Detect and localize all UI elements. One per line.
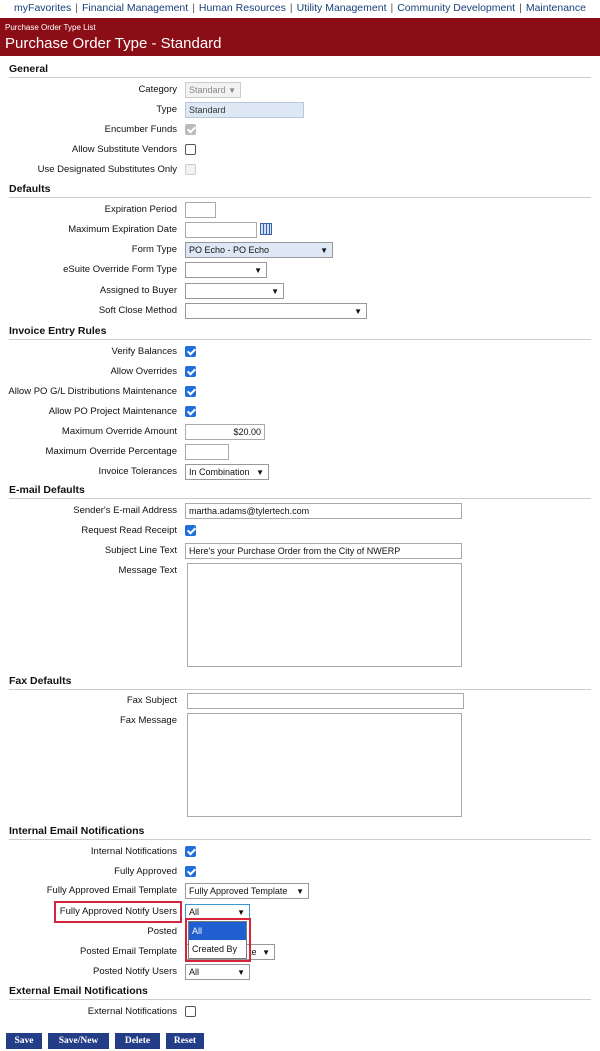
esuite-select[interactable]: [185, 262, 267, 278]
chevron-down-icon: ▼: [296, 887, 304, 896]
category-label: Category: [138, 84, 177, 95]
sender-input[interactable]: martha.adams@tylertech.com: [185, 503, 462, 519]
category-select[interactable]: [185, 82, 241, 98]
verify-checkbox[interactable]: [185, 346, 196, 357]
chevron-down-icon: ▼: [237, 968, 245, 977]
encumber-label: Encumber Funds: [104, 124, 177, 135]
type-label: Type: [156, 104, 177, 115]
fa-notify-value: All: [189, 907, 200, 917]
esuite-label: eSuite Override Form Type: [63, 264, 177, 275]
category-value: Standard: [189, 85, 226, 95]
nav-maintenance[interactable]: Maintenance: [525, 2, 586, 14]
allow-overrides-checkbox[interactable]: [185, 366, 196, 377]
max-pct-label: Maximum Override Percentage: [45, 446, 177, 457]
allow-overrides-label: Allow Overrides: [110, 366, 177, 377]
max-expiration-label: Maximum Expiration Date: [68, 224, 177, 235]
project-label: Allow PO Project Maintenance: [48, 406, 177, 417]
nav-human-resources[interactable]: Human Resources: [198, 2, 286, 14]
row-fax-subject: [0, 692, 600, 710]
fa-template-value: Fully Approved Template: [189, 886, 288, 896]
row-sender: [0, 502, 600, 520]
read-receipt-label: Request Read Receipt: [81, 525, 177, 536]
project-checkbox[interactable]: [185, 406, 196, 417]
row-allow-overrides: [0, 363, 600, 381]
row-posted-template: [0, 943, 600, 961]
row-gl: [0, 383, 600, 401]
row-buyer: [0, 282, 600, 300]
row-external-notifications: [0, 1003, 600, 1021]
row-esuite: [0, 261, 600, 279]
chevron-down-icon: ▼: [254, 266, 262, 275]
message-label: Message Text: [118, 565, 177, 576]
section-general: General: [9, 63, 591, 78]
row-use-designated: [0, 161, 600, 179]
internal-notifications-checkbox[interactable]: [185, 846, 196, 857]
dropdown-option-all[interactable]: All: [189, 922, 246, 940]
dropdown-option-created-by[interactable]: Created By: [192, 944, 238, 954]
fa-template-label: Fully Approved Email Template: [46, 885, 177, 896]
encumber-checkbox[interactable]: [185, 124, 196, 135]
highlight-box-dropdown: [185, 918, 251, 962]
max-pct-input[interactable]: [185, 444, 229, 460]
row-max-expiration: [0, 221, 600, 239]
fax-message-textarea[interactable]: [187, 713, 462, 817]
fa-template-select[interactable]: [185, 883, 309, 899]
nav-utility-management[interactable]: Utility Management: [296, 2, 387, 14]
nav-financial-management[interactable]: Financial Management: [81, 2, 189, 14]
fa-notify-label: Fully Approved Notify Users: [59, 906, 177, 917]
delete-button[interactable]: Delete: [115, 1033, 160, 1049]
fax-message-label: Fax Message: [119, 715, 177, 726]
external-notifications-label: External Notifications: [87, 1006, 177, 1017]
expiration-period-label: Expiration Period: [104, 204, 177, 215]
row-category: [0, 81, 600, 99]
row-type: [0, 101, 600, 119]
section-email-defaults: E-mail Defaults: [9, 484, 591, 499]
reset-button[interactable]: Reset: [166, 1033, 204, 1049]
nav-community-development[interactable]: Community Development: [397, 2, 516, 14]
tolerances-label: Invoice Tolerances: [98, 466, 177, 477]
section-external-notifications: External Email Notifications: [9, 985, 591, 1000]
row-project: [0, 403, 600, 421]
row-encumber: [0, 121, 600, 139]
row-posted-notify: [0, 963, 600, 981]
posted-template-label: Posted Email Template: [80, 946, 177, 957]
row-soft-close: [0, 302, 600, 320]
buyer-select[interactable]: [185, 283, 284, 299]
nav-separator: |: [289, 2, 293, 14]
max-amount-label: Maximum Override Amount: [61, 426, 177, 437]
use-designated-checkbox[interactable]: [185, 164, 196, 175]
gl-checkbox[interactable]: [185, 386, 196, 397]
row-max-pct: [0, 443, 600, 461]
verify-label: Verify Balances: [111, 346, 177, 357]
save-new-button[interactable]: Save/New: [48, 1033, 109, 1049]
section-internal-notifications: Internal Email Notifications: [9, 825, 591, 840]
page-title: Purchase Order Type - Standard: [5, 35, 222, 52]
row-tolerances: [0, 463, 600, 481]
row-posted: [0, 923, 600, 941]
fully-approved-label: Fully Approved: [114, 866, 177, 877]
chevron-down-icon: ▼: [271, 287, 279, 296]
nav-separator: |: [519, 2, 522, 14]
page-header: [0, 18, 600, 56]
row-expiration-period: [0, 201, 600, 219]
row-fa-template: [0, 882, 600, 900]
row-form-type: [0, 241, 600, 259]
fax-subject-label: Fax Subject: [126, 695, 177, 706]
posted-notify-select[interactable]: [185, 964, 250, 980]
breadcrumb-link[interactable]: Purchase Order Type List: [5, 23, 96, 32]
read-receipt-checkbox[interactable]: [185, 525, 196, 536]
max-expiration-input[interactable]: [185, 222, 257, 238]
type-input[interactable]: Standard: [185, 102, 304, 118]
save-button[interactable]: Save: [6, 1033, 42, 1049]
chevron-down-icon: ▼: [320, 246, 328, 255]
top-nav: [0, 0, 600, 17]
highlight-box-label: [54, 901, 182, 923]
form-type-value: PO Echo - PO Echo: [189, 245, 270, 255]
message-textarea[interactable]: [187, 563, 462, 667]
posted-notify-label: Posted Notify Users: [93, 966, 177, 977]
row-fully-approved: [0, 863, 600, 881]
posted-notify-value: All: [189, 967, 200, 977]
row-subject: [0, 542, 600, 560]
row-allow-sub: [0, 141, 600, 159]
chevron-down-icon: ▼: [228, 86, 236, 95]
row-max-amount: [0, 423, 600, 441]
nav-separator: |: [192, 2, 195, 14]
calendar-icon[interactable]: [260, 223, 272, 235]
posted-template-value: te: [249, 947, 257, 957]
row-verify: [0, 343, 600, 361]
nav-myfavorites[interactable]: myFavorites: [14, 2, 72, 14]
use-designated-label: Use Designated Substitutes Only: [37, 164, 177, 175]
buyer-label: Assigned to Buyer: [99, 285, 177, 296]
expiration-period-input[interactable]: [185, 202, 216, 218]
nav-separator: |: [390, 2, 394, 14]
section-defaults: Defaults: [9, 183, 591, 198]
internal-notifications-label: Internal Notifications: [90, 846, 177, 857]
tolerances-select[interactable]: [185, 464, 269, 480]
max-amount-input[interactable]: $20.00: [185, 424, 265, 440]
fax-subject-input[interactable]: [187, 693, 464, 709]
chevron-down-icon: ▼: [237, 908, 245, 917]
form-type-select[interactable]: [185, 242, 333, 258]
posted-label: Posted: [147, 926, 177, 937]
gl-label: Allow PO G/L Distributions Maintenance: [8, 386, 177, 397]
soft-close-select[interactable]: [185, 303, 367, 319]
row-read-receipt: [0, 522, 600, 540]
fully-approved-checkbox[interactable]: [185, 866, 196, 877]
subject-label: Subject Line Text: [104, 545, 177, 556]
chevron-down-icon: ▼: [262, 948, 270, 957]
allow-sub-label: Allow Substitute Vendors: [71, 144, 177, 155]
subject-input[interactable]: Here's your Purchase Order from the City of NWERP: [185, 543, 462, 559]
nav-separator: |: [75, 2, 78, 14]
allow-sub-checkbox[interactable]: [185, 144, 196, 155]
chevron-down-icon: ▼: [256, 468, 264, 477]
sender-label: Sender's E-mail Address: [73, 505, 177, 516]
soft-close-label: Soft Close Method: [98, 305, 177, 316]
section-invoice-rules: Invoice Entry Rules: [9, 325, 591, 340]
section-fax-defaults: Fax Defaults: [9, 675, 591, 690]
tolerances-value: In Combination: [189, 467, 250, 477]
chevron-down-icon: ▼: [354, 307, 362, 316]
row-internal-notifications: [0, 843, 600, 861]
external-notifications-checkbox[interactable]: [185, 1006, 196, 1017]
form-type-label: Form Type: [131, 244, 177, 255]
